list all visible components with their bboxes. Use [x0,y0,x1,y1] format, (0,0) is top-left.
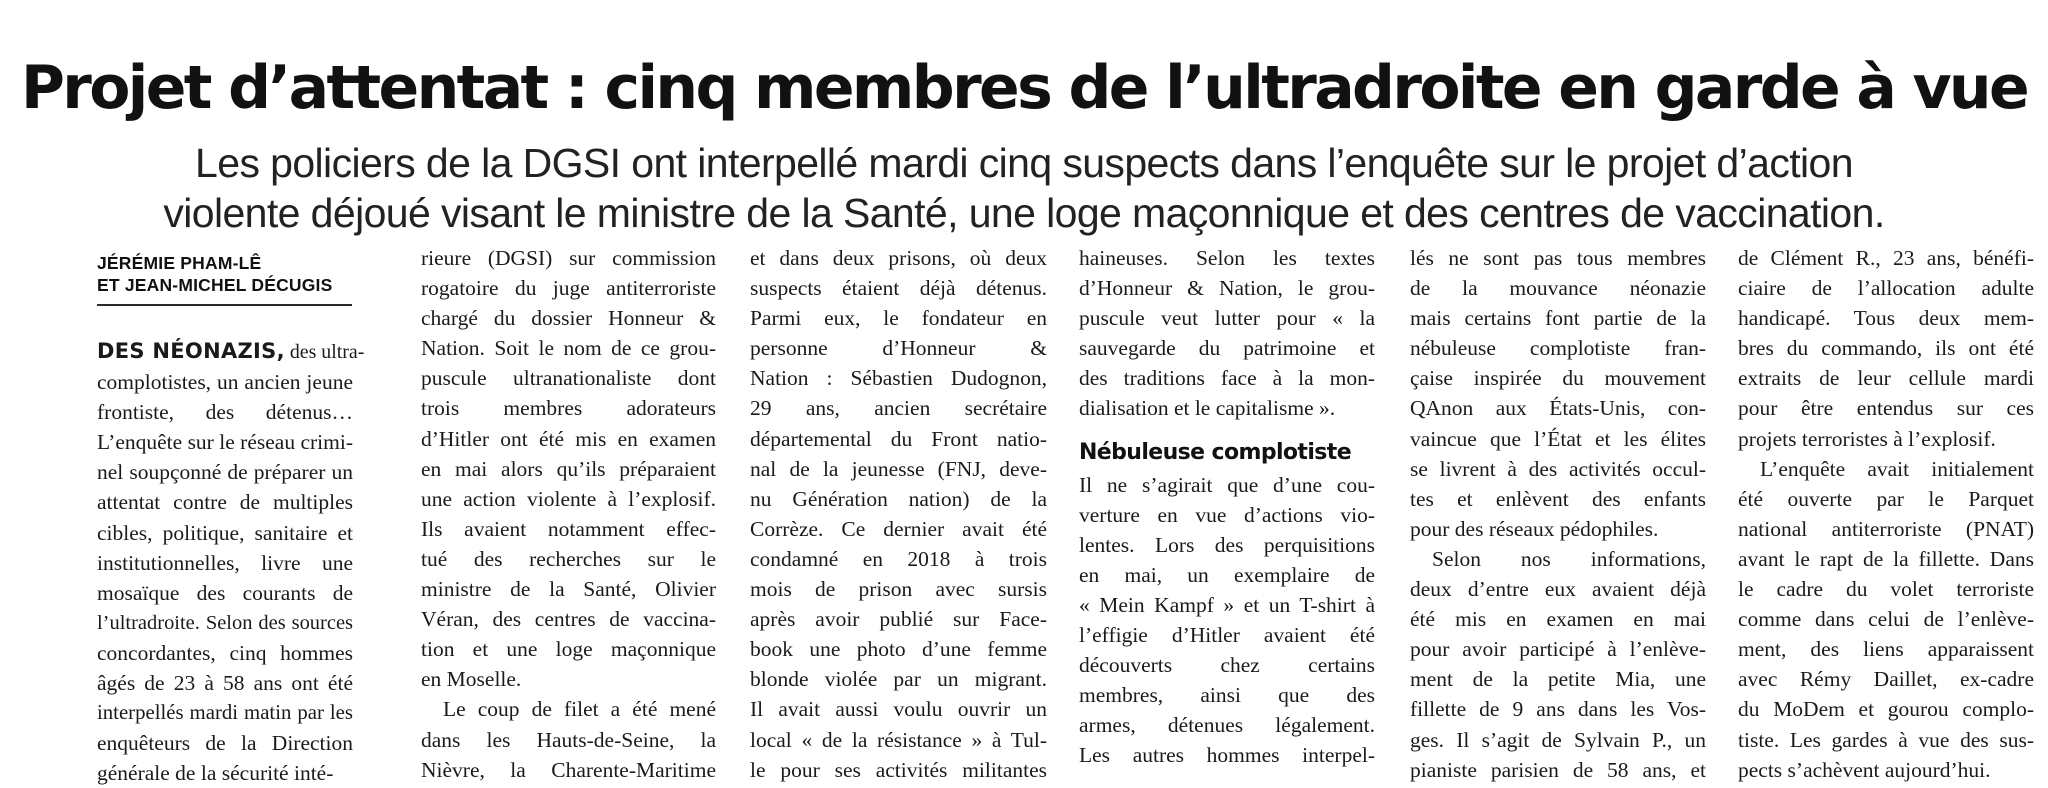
text-line: été mis en examen en mai [1410,607,1706,632]
column-5-paragraph-1 [1410,243,1706,544]
text-line: pianiste parisien de 58 ans, et [1410,757,1706,782]
text-line: l’ultradroite. Selon des sources [97,611,353,634]
text-line: rogatoire du juge antiterroriste [421,276,716,301]
text-line: national antiterroriste (PNAT) [1738,516,2034,541]
byline-author: ET JEAN-MICHEL DÉCUGIS [97,275,333,295]
text-line: après avoir publié sur Face- [750,607,1047,632]
article-column-2 [421,243,716,782]
text-line: départemental du Front natio- [750,426,1047,451]
text-line: avec Rémy Daillet, ex-cadre [1738,667,2034,692]
byline-author: JÉRÉMIE PHAM-LÊ [97,253,262,273]
column-4-paragraph-1 [1079,243,1375,424]
text-line: Nation : Sébastien Dudognon, [750,366,1047,391]
text-line: l’effigie d’Hitler avaient été [1079,623,1375,648]
text-line: frontiste, des détenus… [97,400,353,425]
text-line: Véran, des centres de vaccina- [421,607,716,632]
text-line: Il ne s’agirait que d’une cou- [1079,472,1375,497]
text-line: deux d’entre eux avaient déjà [1410,577,1706,602]
text-line: local « de la résistance » à Tul- [750,727,1047,752]
text-line: mais certains font partie de la [1410,306,1706,331]
article-column-1 [97,243,365,786]
column-5-paragraph-2 [1410,544,1706,785]
headline: Projet d’attentat : cinq membres de l’ultradroite en garde à vue [20,53,2028,123]
column-6-paragraph-1 [1738,243,2034,454]
text-line: en mai alors qu’ils préparaient [421,456,716,481]
text-line: générale de la sécurité inté- [97,761,334,786]
text-line: en mai, un exemplaire de [1079,562,1375,587]
text-line: L’enquête avait initialement [1760,456,2034,481]
text-line: ges. Il s’agit de Sylvain P., un [1410,727,1706,752]
text-line: Nièvre, la Charente-Maritime [421,757,716,782]
text-line: book une photo d’une femme [750,637,1047,662]
text-line: ciaire de l’allocation adulte [1738,276,2034,301]
lead-in: DES NÉONAZIS, [97,339,285,363]
text-line: blonde violée par un migrant. [750,667,1047,692]
text-line: puscule ultranationaliste dont [421,366,716,391]
text-line: mois de prison avec sursis [750,577,1047,602]
text-line: découverts chez certains [1079,653,1375,678]
text-line: membres, ainsi que des [1079,683,1375,708]
text-line: nal de la jeunesse (FNJ, deve- [750,456,1047,481]
text-line: ment de la petite Mia, une [1410,667,1706,692]
text-line: çaise inspirée du mouvement [1410,366,1706,391]
article-column-4 [1079,243,1375,768]
text-line: mosaïque des courants de [97,580,353,605]
text-line: verture en vue d’actions vio- [1079,502,1375,527]
column-4-paragraph-2 [1079,470,1375,771]
text-line: bres du commando, ils ont été [1738,336,2034,361]
text-line: pects s’achèvent aujourd’hui. [1738,757,1991,782]
text-line: pour des réseaux pédophiles. [1410,516,1659,541]
subhead: Nébuleuse complotiste [1079,439,1352,465]
text-line: enquêteurs de la Direction [97,731,353,756]
text-line: Il avait aussi voulu ouvrir un [750,697,1047,722]
text-line: ment, des liens apparaissent [1738,637,2034,662]
text-line: condamné en 2018 à trois [750,546,1047,571]
text-line: complotistes, un ancien jeune [97,370,353,395]
text-line: institutionnelles, livre une [97,550,353,575]
text-line: se livrent à des activités occul- [1410,456,1706,481]
text-line: ministre de la Santé, Olivier [421,577,716,602]
text-line: concordantes, cinq hommes [97,640,353,665]
text-line: tion et une loge maçonnique [421,637,716,662]
text-line: Les autres hommes interpel- [1079,743,1375,768]
text-line: armes, détenues légalement. [1079,713,1375,738]
byline [97,243,352,306]
article-column-6 [1738,243,2034,782]
column-3-text [750,243,1047,785]
text-line: dans les Hauts-de-Seine, la [421,727,716,752]
article-column-3 [750,243,1047,782]
text-line: lés ne sont pas tous membres [1410,246,1706,270]
text-line: handicapé. Tous deux mem- [1738,306,2034,331]
standfirst-line: Les policiers de la DGSI ont interpellé mardi cinq suspects dans l’enquête sur le projet d’action [195,140,1853,186]
text-line: nel soupçonné de préparer un [97,460,353,485]
text-line: tes et enlèvent des enfants [1410,486,1706,511]
text-line: en Moselle. [421,667,522,692]
text-line: âgés de 23 à 58 ans ont été [97,671,353,696]
text-line: des traditions face à la mon- [1079,366,1375,391]
text-line: pour avoir participé à l’enlève- [1410,637,1706,662]
text-line: projets terroristes à l’explosif. [1738,426,1996,451]
text-line: « Mein Kampf » et un T-shirt à [1079,592,1375,617]
text-line: interpellés mardi matin par les [97,701,353,725]
text-line: chargé du dossier Honneur & [421,306,716,331]
text-line: Corrèze. Ce dernier avait été [750,516,1047,541]
column-2-paragraph-1 [421,243,716,694]
text-line: d’Hitler ont été mis en examen [421,426,716,451]
text-line: une action violente à l’explosif. [421,486,716,511]
text-line: QAnon aux États-Unis, con- [1410,396,1706,421]
text-line: d’Honneur & Nation, le grou- [1079,276,1375,301]
text-line: trois membres adorateurs [421,396,716,421]
text-line: vaincue que l’État et les élites [1410,426,1706,451]
article-column-5 [1410,243,1706,782]
text-line: Selon nos informations, [1432,546,1706,571]
lead-rest: des ultra- [284,341,365,363]
text-line: personne d’Honneur & [750,336,1047,361]
text-line: L’enquête sur le réseau crimi- [97,430,353,455]
text-line: comme dans celui de l’enlève- [1738,607,2034,632]
text-line: sauvegarde du patrimoine et [1079,336,1375,361]
column-1-text [97,367,353,788]
text-line: avant le rapt de la fillette. Dans [1738,546,2034,571]
text-line: été ouverte par le Parquet [1738,486,2034,511]
text-line: Parmi eux, le fondateur en [750,306,1047,331]
text-line: de Clément R., 23 ans, bénéfi- [1738,246,2034,270]
text-line: Nation. Soit le nom de ce grou- [421,336,716,361]
text-line: le cadre du volet terroriste [1738,577,2034,602]
text-line: puscule veut lutter pour « la [1079,306,1375,331]
text-line: 29 ans, ancien secrétaire [750,396,1047,421]
text-line: du MoDem et gourou complo- [1738,697,2034,722]
lead-line [97,336,365,367]
text-line: extraits de leur cellule mardi [1738,366,2034,391]
text-line: lentes. Lors des perquisitions [1079,532,1375,557]
text-line: fillette de 9 ans dans les Vos- [1410,697,1706,722]
text-line: de la mouvance néonazie [1410,276,1706,301]
text-line: dialisation et le capitalisme ». [1079,396,1336,421]
text-line: haineuses. Selon les textes [1079,246,1375,270]
text-line: tiste. Les gardes à vue des sus- [1738,727,2034,752]
text-line: pour être entendus sur ces [1738,396,2034,421]
text-line: nu Génération nation) de la [750,486,1047,511]
text-line: Ils avaient notamment effec- [421,516,716,541]
text-line: et dans deux prisons, où deux [750,246,1047,270]
text-line: cibles, politique, sanitaire et [97,520,353,545]
standfirst [60,138,1988,238]
text-line: nébuleuse complotiste fran- [1410,336,1706,361]
text-line: tué des recherches sur le [421,546,716,571]
text-line: Le coup de filet a été mené [443,697,716,722]
text-line: le pour ses activités militantes [750,757,1047,782]
column-6-paragraph-2 [1738,454,2034,785]
column-2-paragraph-2 [421,694,716,784]
standfirst-line: violente déjoué visant le ministre de la Santé, une loge maçonnique et des centres de vaccination. [163,190,1885,236]
text-line: rieure (DGSI) sur commission [421,246,716,270]
text-line: attentat contre de multiples [97,490,353,515]
text-line: suspects étaient déjà détenus. [750,276,1047,301]
